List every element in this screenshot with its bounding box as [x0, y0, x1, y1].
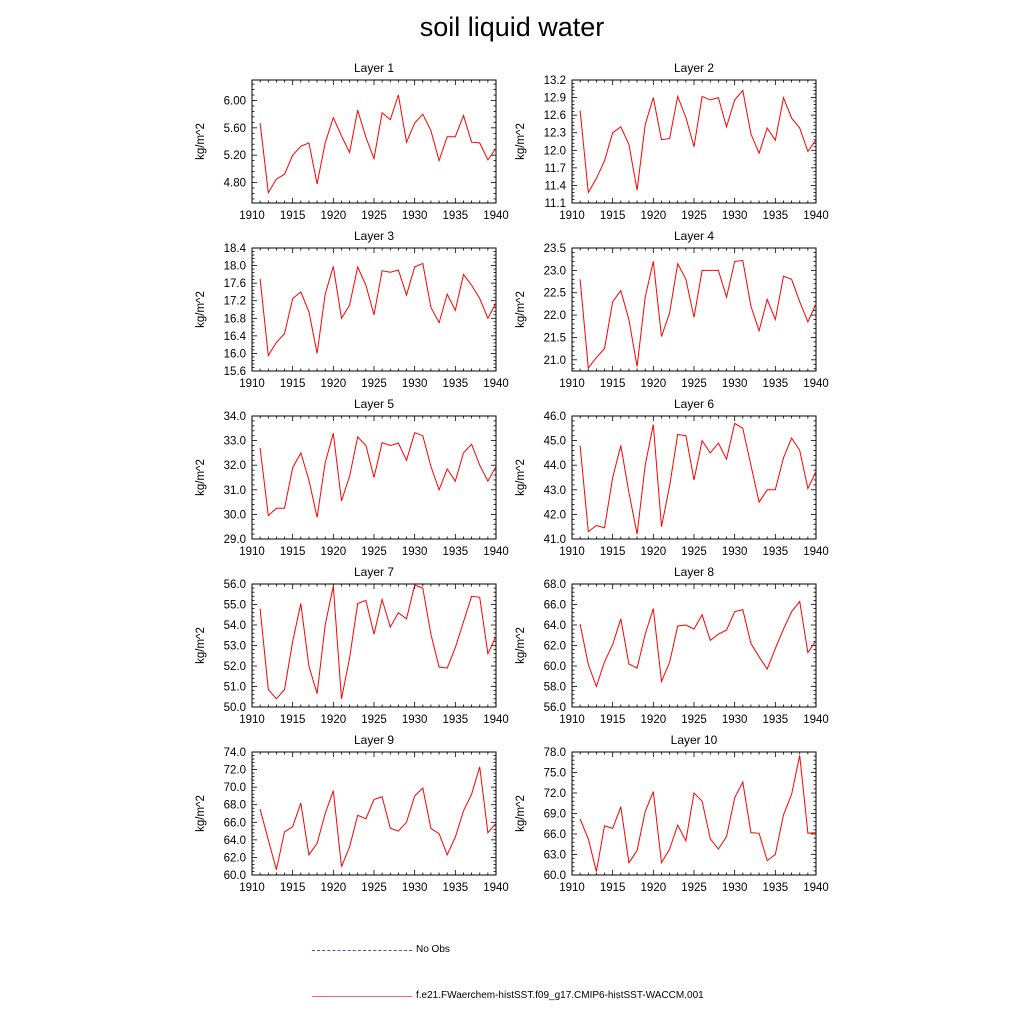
- series-line: [580, 755, 816, 871]
- x-tick-label: 1925: [361, 714, 387, 726]
- x-tick-label: 1910: [559, 882, 585, 894]
- x-tick-label: 1930: [721, 714, 748, 726]
- x-tick-label: 1910: [239, 882, 265, 894]
- x-tick-label: 1910: [239, 378, 265, 390]
- x-tick-label: 1920: [320, 378, 347, 390]
- y-tick-label: 32.0: [223, 460, 246, 473]
- x-tick-label: 1935: [762, 210, 789, 222]
- plot-frame: [252, 584, 496, 707]
- x-tick-label: 1935: [762, 882, 789, 894]
- legend-model-line: [312, 996, 412, 997]
- x-tick-label: 1940: [483, 714, 509, 726]
- x-tick-label: 1930: [401, 546, 428, 558]
- panel-layer-9: [195, 733, 509, 894]
- y-tick-label: 16.4: [223, 330, 246, 343]
- y-tick-label: 54.0: [223, 620, 246, 632]
- y-tick-label: 60.0: [543, 661, 566, 673]
- y-tick-label: 12.9: [543, 92, 566, 105]
- x-tick-label: 1930: [721, 546, 748, 558]
- y-tick-label: 18.4: [223, 243, 246, 255]
- x-tick-label: 1920: [320, 210, 347, 222]
- series-line: [580, 91, 816, 193]
- x-tick-label: 1915: [599, 882, 626, 894]
- panel-title: Layer 6: [673, 397, 715, 411]
- y-tick-label: 33.0: [223, 435, 246, 448]
- x-tick-label: 1915: [599, 546, 626, 558]
- y-tick-label: 64.0: [223, 834, 246, 847]
- legend-no-obs-line: [312, 950, 412, 951]
- panel-title: Layer 10: [670, 733, 718, 747]
- x-tick-label: 1910: [559, 714, 585, 726]
- panel-layer-7: [195, 565, 509, 726]
- panel-title: Layer 9: [353, 733, 395, 747]
- plot-frame: [252, 80, 496, 203]
- y-tick-label: 70.0: [223, 782, 246, 795]
- x-tick-label: 1935: [442, 210, 469, 222]
- x-tick-label: 1920: [640, 546, 667, 558]
- series-line: [580, 261, 816, 368]
- y-axis-label: kg/m^2: [515, 291, 527, 328]
- x-tick-label: 1930: [401, 210, 428, 222]
- x-tick-label: 1910: [559, 210, 585, 222]
- y-tick-label: 42.0: [543, 509, 566, 522]
- panel-title: Layer 5: [353, 397, 395, 411]
- y-tick-label: 66.0: [543, 599, 566, 612]
- panel-title: Layer 2: [673, 61, 715, 75]
- y-axis-label: kg/m^2: [195, 459, 207, 496]
- y-axis-label: kg/m^2: [515, 459, 527, 496]
- y-tick-label: 16.0: [223, 348, 246, 361]
- legend-model-label: f.e21.FWaerchem-histSST.f09_g17.CMIP6-histSST-WACCM.001: [416, 990, 704, 1001]
- y-tick-label: 5.60: [223, 122, 246, 135]
- y-tick-label: 55.0: [223, 599, 246, 612]
- y-tick-label: 45.0: [543, 435, 566, 448]
- x-tick-label: 1925: [361, 882, 387, 894]
- x-tick-label: 1910: [239, 714, 265, 726]
- x-tick-label: 1925: [681, 210, 707, 222]
- x-tick-label: 1925: [361, 210, 387, 222]
- y-tick-label: 30.0: [223, 509, 246, 522]
- y-tick-label: 23.5: [543, 243, 566, 255]
- x-tick-label: 1935: [442, 882, 469, 894]
- x-tick-label: 1925: [681, 546, 707, 558]
- plot-frame: [572, 752, 816, 875]
- x-tick-label: 1920: [640, 210, 667, 222]
- x-tick-label: 1915: [599, 210, 626, 222]
- panel-layer-8: [515, 565, 829, 726]
- panel-title: Layer 4: [673, 229, 715, 243]
- y-tick-label: 72.0: [543, 788, 566, 800]
- y-tick-label: 23.0: [543, 265, 566, 278]
- y-tick-label: 62.0: [543, 640, 566, 653]
- y-tick-label: 69.0: [543, 808, 566, 821]
- x-tick-label: 1935: [442, 378, 469, 390]
- y-tick-label: 5.20: [223, 150, 246, 163]
- x-tick-label: 1910: [239, 210, 265, 222]
- panel-layer-2: [515, 61, 829, 222]
- y-tick-label: 44.0: [543, 460, 566, 473]
- y-tick-label: 51.0: [223, 681, 246, 694]
- y-tick-label: 53.0: [223, 640, 246, 653]
- x-tick-label: 1940: [803, 882, 829, 894]
- y-tick-label: 66.0: [223, 817, 246, 830]
- x-tick-label: 1915: [279, 882, 306, 894]
- y-axis-label: kg/m^2: [195, 795, 207, 832]
- x-tick-label: 1930: [721, 210, 748, 222]
- x-tick-label: 1915: [599, 378, 626, 390]
- panel-title: Layer 3: [353, 229, 395, 243]
- plot-frame: [572, 584, 816, 707]
- x-tick-label: 1910: [559, 378, 585, 390]
- x-tick-label: 1925: [681, 378, 707, 390]
- x-tick-label: 1920: [320, 714, 347, 726]
- panel-layer-10: [515, 733, 829, 894]
- x-tick-label: 1920: [640, 378, 667, 390]
- y-tick-label: 6.00: [223, 95, 246, 108]
- x-tick-label: 1925: [681, 882, 707, 894]
- x-tick-label: 1940: [803, 210, 829, 222]
- series-line: [260, 95, 496, 193]
- panel-layer-6: [515, 397, 829, 558]
- y-tick-label: 31.0: [223, 484, 246, 497]
- x-tick-label: 1935: [762, 714, 789, 726]
- y-tick-label: 60.0: [543, 870, 566, 882]
- series-line: [260, 433, 496, 518]
- y-axis-label: kg/m^2: [515, 795, 527, 832]
- y-tick-label: 56.0: [543, 702, 566, 714]
- y-axis-label: kg/m^2: [195, 291, 207, 328]
- chart-title: soil liquid water: [419, 12, 605, 42]
- y-tick-label: 68.0: [223, 799, 246, 812]
- x-tick-label: 1940: [483, 546, 509, 558]
- y-tick-label: 43.0: [543, 484, 566, 497]
- y-tick-label: 62.0: [223, 852, 246, 865]
- plot-frame: [572, 248, 816, 371]
- y-tick-label: 11.4: [544, 180, 566, 193]
- x-tick-label: 1920: [320, 546, 347, 558]
- legend-no-obs-label: No Obs: [416, 944, 450, 955]
- x-tick-label: 1940: [483, 882, 509, 894]
- y-tick-label: 75.0: [543, 767, 566, 780]
- panel-layer-3: [195, 229, 509, 390]
- plot-frame: [572, 80, 816, 203]
- x-tick-label: 1930: [721, 378, 748, 390]
- series-line: [260, 767, 496, 870]
- y-tick-label: 11.1: [544, 198, 566, 210]
- panel-layer-4: [515, 229, 829, 390]
- y-tick-label: 21.0: [543, 354, 566, 367]
- x-tick-label: 1925: [361, 546, 387, 558]
- y-tick-label: 12.6: [543, 110, 566, 123]
- y-tick-label: 18.0: [223, 260, 246, 273]
- y-tick-label: 74.0: [223, 747, 246, 759]
- y-tick-label: 29.0: [223, 534, 246, 546]
- y-tick-label: 63.0: [543, 849, 566, 862]
- y-tick-label: 22.0: [543, 310, 566, 323]
- x-tick-label: 1915: [599, 714, 626, 726]
- y-tick-label: 12.0: [543, 145, 566, 158]
- y-tick-label: 41.0: [543, 534, 566, 546]
- panel-layer-1: [195, 61, 509, 222]
- y-tick-label: 72.0: [223, 764, 246, 777]
- x-tick-label: 1940: [483, 378, 509, 390]
- y-tick-label: 68.0: [543, 579, 566, 591]
- x-tick-label: 1940: [483, 210, 509, 222]
- x-tick-label: 1940: [803, 714, 829, 726]
- x-tick-label: 1925: [681, 714, 707, 726]
- y-tick-label: 50.0: [223, 702, 246, 714]
- series-line: [580, 601, 816, 686]
- x-tick-label: 1915: [279, 714, 306, 726]
- series-line: [260, 263, 496, 355]
- x-tick-label: 1925: [361, 378, 387, 390]
- y-tick-label: 46.0: [543, 411, 566, 423]
- x-tick-label: 1935: [762, 546, 789, 558]
- x-tick-label: 1910: [239, 546, 265, 558]
- x-tick-label: 1930: [401, 714, 428, 726]
- y-tick-label: 34.0: [223, 411, 246, 423]
- x-tick-label: 1930: [721, 882, 748, 894]
- panel-layer-5: [195, 397, 509, 558]
- y-tick-label: 60.0: [223, 870, 246, 882]
- x-tick-label: 1915: [279, 546, 306, 558]
- y-tick-label: 17.6: [223, 278, 246, 291]
- y-axis-label: kg/m^2: [195, 627, 207, 664]
- y-tick-label: 15.6: [223, 366, 246, 378]
- x-tick-label: 1920: [320, 882, 347, 894]
- y-tick-label: 4.80: [223, 177, 246, 190]
- y-tick-label: 16.8: [223, 313, 246, 326]
- x-tick-label: 1915: [279, 378, 306, 390]
- y-tick-label: 11.7: [544, 162, 566, 175]
- y-tick-label: 21.5: [543, 332, 566, 345]
- x-tick-label: 1935: [442, 546, 469, 558]
- y-tick-label: 56.0: [223, 579, 246, 591]
- plot-frame: [252, 248, 496, 371]
- panel-title: Layer 8: [673, 565, 715, 579]
- y-tick-label: 52.0: [223, 661, 246, 673]
- series-line: [260, 585, 496, 699]
- x-tick-label: 1920: [640, 882, 667, 894]
- x-tick-label: 1915: [279, 210, 306, 222]
- y-axis-label: kg/m^2: [195, 123, 207, 160]
- y-tick-label: 12.3: [543, 127, 566, 140]
- y-axis-label: kg/m^2: [515, 627, 527, 664]
- x-tick-label: 1935: [762, 378, 789, 390]
- panel-title: Layer 7: [353, 565, 395, 579]
- x-tick-label: 1935: [442, 714, 469, 726]
- panel-title: Layer 1: [353, 61, 395, 75]
- y-tick-label: 64.0: [543, 620, 566, 632]
- y-tick-label: 17.2: [223, 295, 246, 308]
- y-tick-label: 66.0: [543, 829, 566, 841]
- x-tick-label: 1930: [401, 882, 428, 894]
- x-tick-label: 1940: [803, 378, 829, 390]
- y-tick-label: 78.0: [543, 747, 566, 759]
- y-tick-label: 22.5: [543, 287, 566, 300]
- x-tick-label: 1930: [401, 378, 428, 390]
- y-tick-label: 13.2: [543, 75, 566, 87]
- x-tick-label: 1910: [559, 546, 585, 558]
- y-tick-label: 58.0: [543, 681, 566, 694]
- plot-frame: [252, 752, 496, 875]
- series-line: [580, 423, 816, 534]
- y-axis-label: kg/m^2: [515, 123, 527, 160]
- x-tick-label: 1920: [640, 714, 667, 726]
- x-tick-label: 1940: [803, 546, 829, 558]
